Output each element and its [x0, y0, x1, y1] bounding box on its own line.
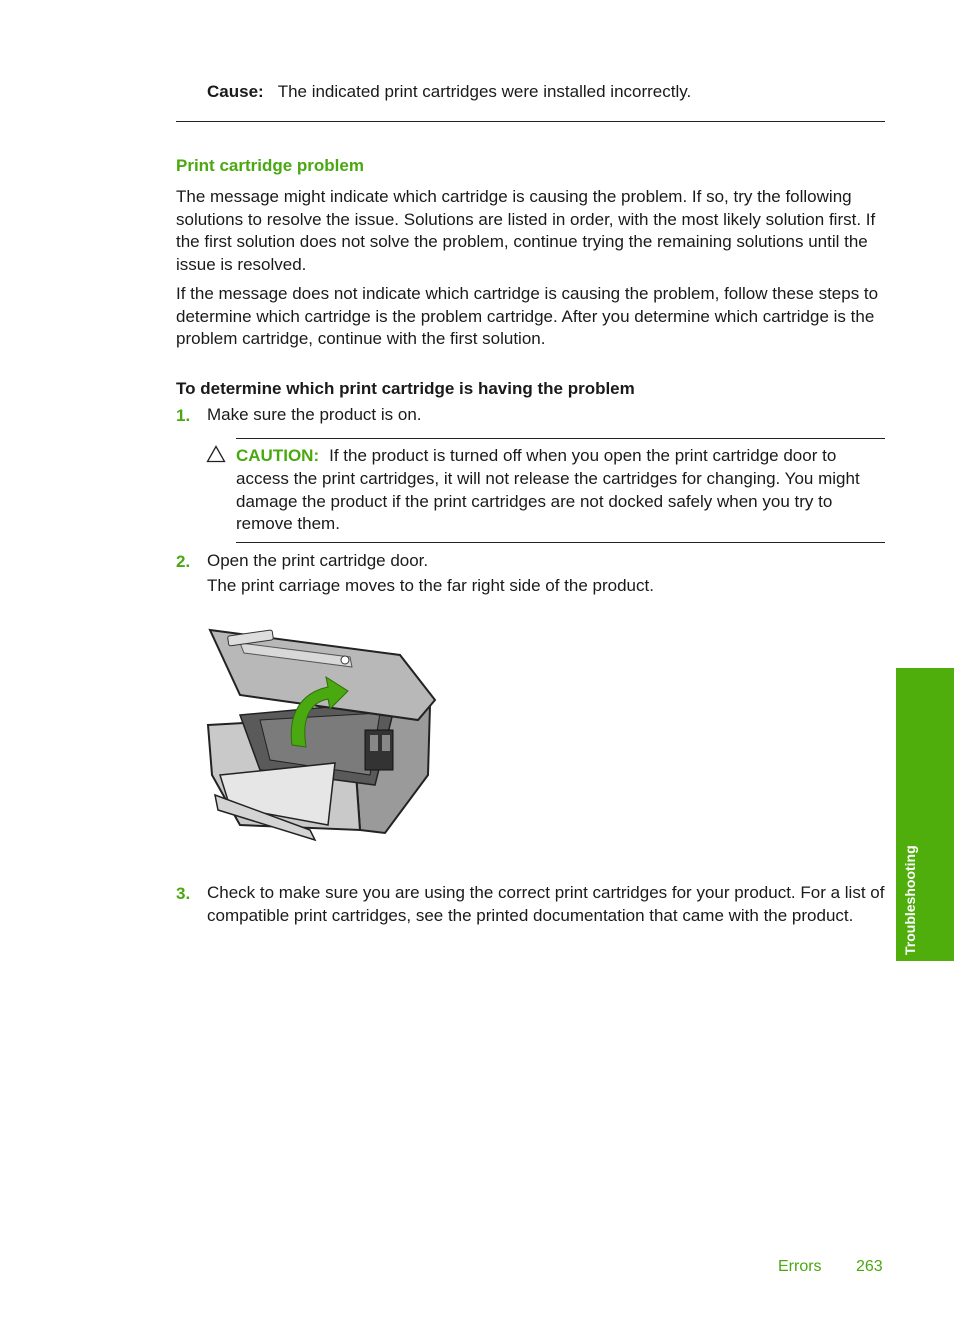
- side-tab-label: Troubleshooting: [902, 845, 918, 955]
- procedure-heading: To determine which print cartridge is having the problem: [176, 379, 635, 398]
- step-2-note: The print carriage moves to the far right side of the product.: [207, 576, 654, 595]
- intro-paragraph-2: If the message does not indicate which cartridge is causing the problem, follow these steps to determine which cartridge is the problem cartridge. After you determine which cartridge is the problem cartridge, continue with the first solution.: [176, 284, 879, 348]
- cause-label: Cause:: [207, 82, 264, 101]
- section-divider: [176, 121, 885, 122]
- printer-open-door-illustration: [200, 625, 440, 845]
- caution-box: [236, 438, 885, 543]
- cause-line: [207, 82, 691, 102]
- footer-page-number: 263: [856, 1258, 883, 1275]
- step-3-number: 3.: [176, 884, 191, 903]
- step-2-number: 2.: [176, 552, 191, 571]
- footer-section-name: Errors: [778, 1258, 822, 1275]
- cause-text: The indicated print cartridges were installed incorrectly.: [277, 82, 692, 101]
- step-1-text: Make sure the product is on.: [207, 405, 422, 424]
- section-heading: Print cartridge problem: [176, 156, 364, 175]
- step-3-text: Check to make sure you are using the correct print cartridges for your product. For a list of compatible print cartridges, see the printed documentation that came with the product.: [207, 883, 885, 925]
- warning-triangle-icon: [206, 445, 226, 463]
- step-1-number: 1.: [176, 406, 191, 425]
- caution-text: If the product is turned off when you open the print cartridge door to access the print cartridges, it will not release the cartridges for changing. You might damage the product if the print cartridges are not docked safely when you try to remove them.: [236, 446, 860, 534]
- caution-label: CAUTION:: [236, 446, 320, 465]
- caution-content: [236, 445, 885, 536]
- step-2-text: Open the print cartridge door.: [207, 551, 429, 570]
- intro-paragraph-1: The message might indicate which cartridge is causing the problem. If so, try the following solutions to resolve the issue. Solutions are listed in order, with the most likely solution first. If the first solution does not solve the problem, continue trying the remaining solutions until the issue is resolved.: [176, 187, 876, 274]
